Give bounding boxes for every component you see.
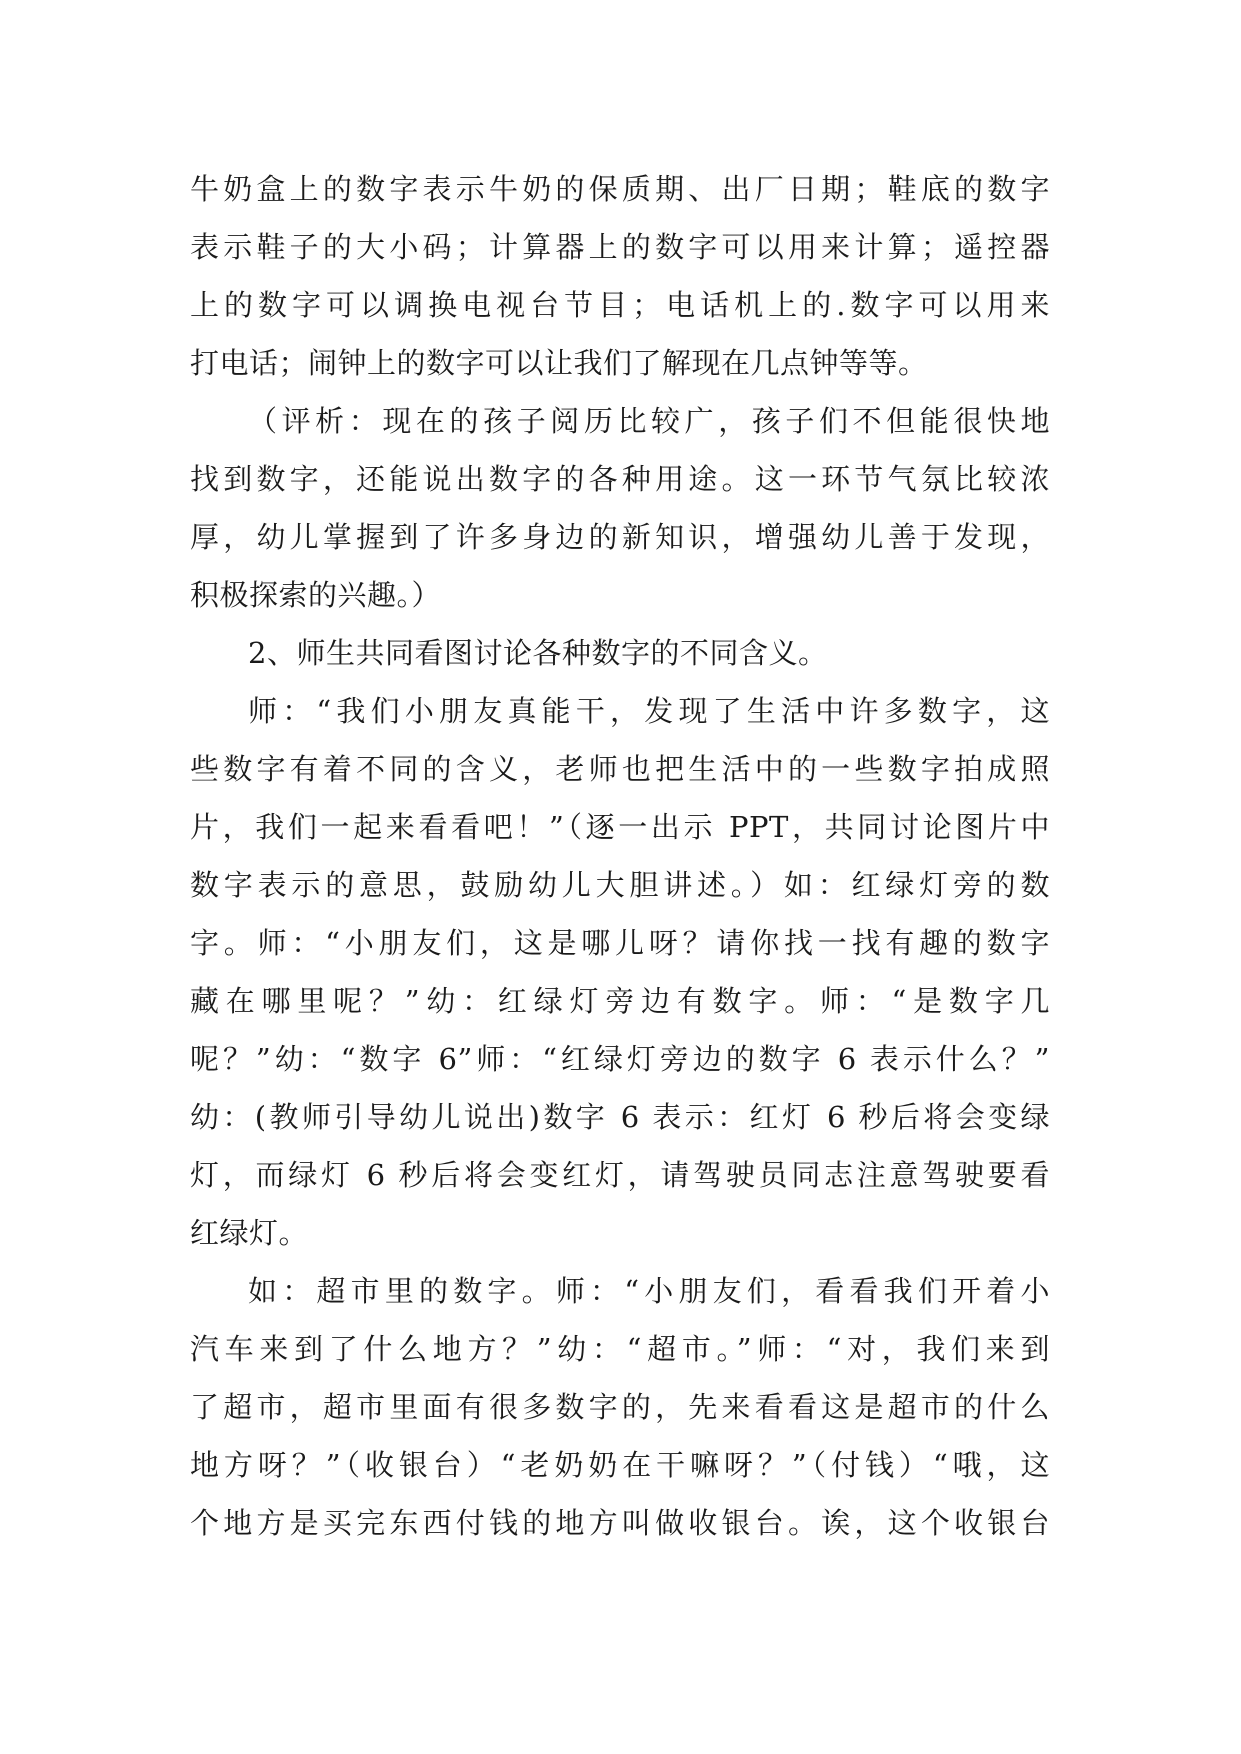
text-line: 了超市，超市里面有很多数字的，先来看看这是超市的什么 [190, 1390, 1050, 1424]
text-line: 上的数字可以调换电视台节目；电话机上的.数字可以用来 [190, 288, 1050, 322]
body-text [190, 160, 1050, 1552]
text-line: 数字表示的意思，鼓励幼儿大胆讲述。）如：红绿灯旁的数 [190, 868, 1050, 902]
text-line: 个地方是买完东西付钱的地方叫做收银台。诶，这个收银台 [190, 1506, 1050, 1540]
text-line: 找到数字，还能说出数字的各种用途。这一环节气氛比较浓 [190, 462, 1050, 496]
text-line: 表示鞋子的大小码；计算器上的数字可以用来计算；遥控器 [190, 230, 1050, 264]
text-line: 幼：(教师引导幼儿说出)数字 6 表示：红灯 6 秒后将会变绿 [190, 1100, 1050, 1134]
text-line: 打电话；闹钟上的数字可以让我们了解现在几点钟等等。 [190, 346, 928, 380]
text-line: 片，我们一起来看看吧！”（逐一出示 PPT，共同讨论图片中 [190, 810, 1050, 844]
text-line: 些数字有着不同的含义，老师也把生活中的一些数字拍成照 [190, 752, 1050, 786]
text-line: 师：“我们小朋友真能干，发现了生活中许多数字，这 [248, 694, 1050, 728]
text-line: 2、师生共同看图讨论各种数字的不同含义。 [248, 636, 828, 670]
text-line: 积极探索的兴趣。） [190, 578, 442, 612]
text-line: （评析：现在的孩子阅历比较广，孩子们不但能很快地 [248, 404, 1050, 438]
text-line: 地方呀？”（收银台）“老奶奶在干嘛呀？”（付钱）“哦，这 [190, 1448, 1050, 1482]
text-line: 牛奶盒上的数字表示牛奶的保质期、出厂日期；鞋底的数字 [190, 172, 1050, 206]
text-line: 如：超市里的数字。师：“小朋友们，看看我们开着小 [248, 1274, 1050, 1308]
text-line: 红绿灯。 [190, 1216, 309, 1250]
text-line: 厚，幼儿掌握到了许多身边的新知识，增强幼儿善于发现， [190, 520, 1050, 554]
text-line: 藏在哪里呢？”幼：红绿灯旁边有数字。师：“是数字几 [190, 984, 1050, 1018]
text-line: 呢？”幼：“数字 6”师：“红绿灯旁边的数字 6 表示什么？” [190, 1042, 1050, 1076]
text-line: 灯，而绿灯 6 秒后将会变红灯，请驾驶员同志注意驾驶要看 [190, 1158, 1050, 1192]
text-line: 字。师：“小朋友们，这是哪儿呀？请你找一找有趣的数字 [190, 926, 1050, 960]
text-line: 汽车来到了什么地方？”幼：“超市。”师：“对，我们来到 [190, 1332, 1050, 1366]
